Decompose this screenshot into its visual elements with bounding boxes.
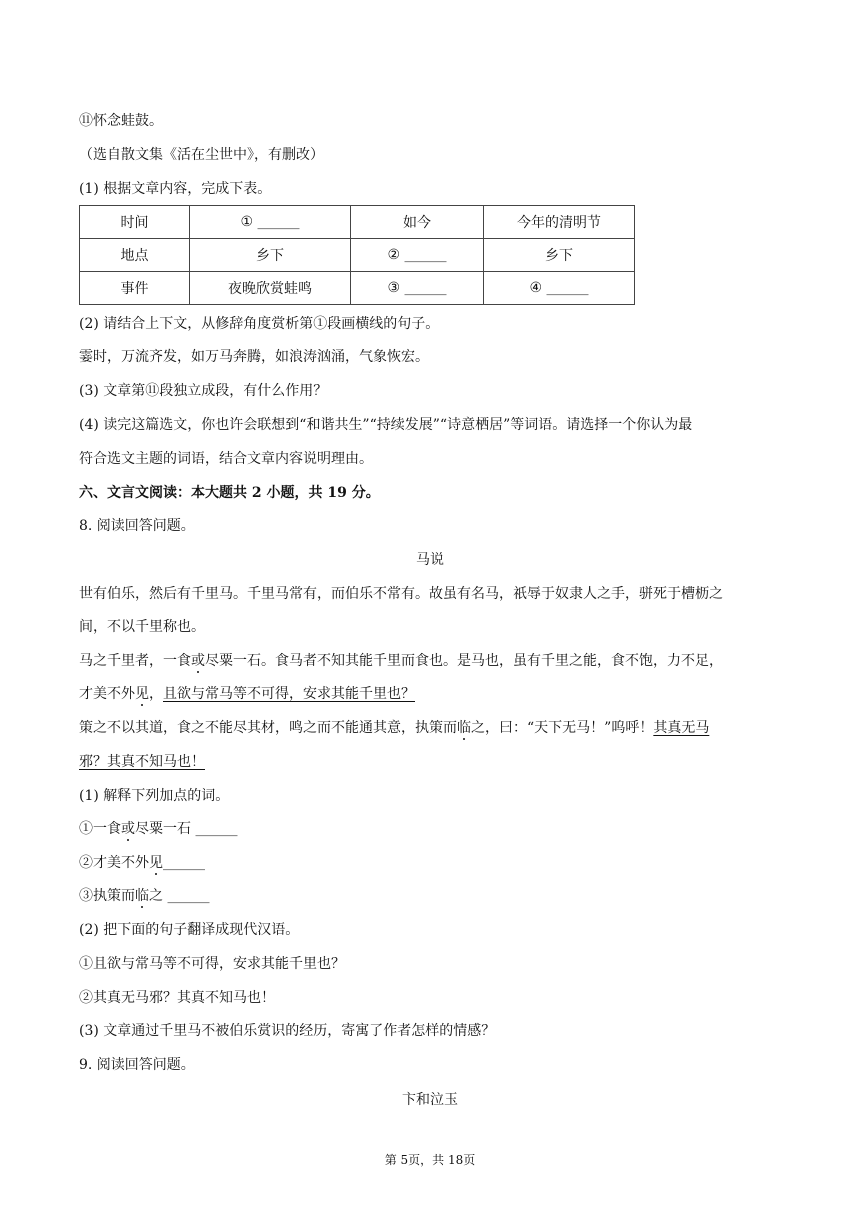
passage-title: 卞和泣玉 bbox=[402, 1092, 458, 1108]
question-8-2: (2) 把下面的句子翻译成现代汉语。 bbox=[79, 922, 300, 938]
text-run: ①一食 bbox=[79, 821, 121, 837]
question-8-1: (1) 解释下列加点的词。 bbox=[79, 788, 230, 804]
underlined-sentence: 且欲与常马等不可得，安求其能千里也？ bbox=[163, 686, 415, 702]
text-run: ③执策而 bbox=[79, 888, 135, 904]
question-7-4-line1: (4) 读完这篇选文，你也许会联想到“和谐共生”“持续发展”“诗意栖居”等词语。请选择一个你认为最 bbox=[79, 417, 693, 433]
passage-line: 世有伯乐，然后有千里马。千里马常有，而伯乐不常有。故虽有名马，祇辱于奴隶人之手，骈死于槽枥之 bbox=[79, 586, 723, 602]
table-cell: 乡下 bbox=[484, 239, 635, 272]
table-cell: 时间 bbox=[80, 206, 190, 239]
text-run: ， bbox=[149, 686, 163, 702]
table-cell: 今年的清明节 bbox=[484, 206, 635, 239]
dotted-word: 见 bbox=[135, 686, 149, 702]
question-8: 8. 阅读回答问题。 bbox=[79, 518, 195, 534]
word-item bbox=[79, 886, 209, 906]
text-run: 之，曰：“天下无马！”呜呼！ bbox=[471, 720, 654, 736]
underlined-sentence: 邪？其真不知马也！ bbox=[79, 754, 205, 770]
table-row bbox=[80, 206, 635, 239]
table-row bbox=[80, 239, 635, 272]
text-run: ______ bbox=[163, 855, 205, 871]
dotted-word: 临 bbox=[135, 888, 149, 904]
paragraph-11: ⑪怀念蛙鼓。 bbox=[79, 113, 163, 129]
question-8-3: (3) 文章通过千里马不被伯乐赏识的经历，寄寓了作者怎样的情感？ bbox=[79, 1023, 496, 1039]
text-run: 才美不外 bbox=[79, 686, 135, 702]
page-footer: 第 5页，共 18页 bbox=[384, 1153, 476, 1167]
text-run: 马之千里者，一食 bbox=[79, 653, 191, 669]
question-7-3: (3) 文章第⑪段独立成段，有什么作用？ bbox=[79, 383, 328, 399]
word-item bbox=[79, 819, 237, 839]
table-cell: ② ______ bbox=[351, 239, 484, 272]
underlined-sentence: 其真无马 bbox=[653, 720, 710, 736]
table-cell: 乡下 bbox=[190, 239, 351, 272]
passage-line bbox=[79, 718, 709, 738]
dotted-word: 或 bbox=[191, 653, 205, 669]
table-cell: 事件 bbox=[80, 272, 190, 305]
dotted-word: 见 bbox=[149, 855, 163, 871]
passage-title: 马说 bbox=[416, 552, 444, 568]
question-7-2: (2) 请结合上下文，从修辞角度赏析第①段画横线的句子。 bbox=[79, 316, 440, 332]
question-7-4-line2: 符合选文主题的词语，结合文章内容说明理由。 bbox=[79, 451, 373, 467]
table-cell: ① ______ bbox=[190, 206, 351, 239]
passage-line bbox=[79, 684, 415, 704]
table-row bbox=[80, 272, 635, 305]
table-cell: 如今 bbox=[351, 206, 484, 239]
source-note: （选自散文集《活在尘世中》，有删改） bbox=[79, 147, 324, 163]
text-run: 之 ______ bbox=[149, 888, 210, 904]
passage-line: 间，不以千里称也。 bbox=[79, 619, 205, 635]
table-cell: ④ ______ bbox=[484, 272, 635, 305]
question-7-1: (1) 根据文章内容，完成下表。 bbox=[79, 181, 272, 197]
text-run: ②才美不外 bbox=[79, 855, 149, 871]
dotted-word: 临 bbox=[457, 720, 471, 736]
word-item bbox=[79, 853, 205, 873]
text-run: 策之不以其道，食之不能尽其材，鸣之而不能通其意，执策而 bbox=[79, 720, 457, 736]
section-heading: 六、文言文阅读：本大题共 2 小题，共 19 分。 bbox=[79, 485, 380, 501]
text-run: 尽粟一石 ______ bbox=[135, 821, 238, 837]
question-9: 9. 阅读回答问题。 bbox=[79, 1057, 195, 1073]
passage-line bbox=[79, 752, 205, 772]
text-run: 尽粟一石。食马者不知其能千里而食也。是马也，虽有千里之能，食不饱，力不足， bbox=[205, 653, 723, 669]
dotted-word: 或 bbox=[121, 821, 135, 837]
table-cell: ③ ______ bbox=[351, 272, 484, 305]
table-cell: 地点 bbox=[80, 239, 190, 272]
translate-item: ①且欲与常马等不可得，安求其能千里也？ bbox=[79, 956, 345, 972]
passage-line bbox=[79, 651, 723, 671]
answer-table bbox=[79, 205, 635, 305]
table-cell: 夜晚欣赏蛙鸣 bbox=[190, 272, 351, 305]
quoted-sentence: 霎时，万流齐发，如万马奔腾，如浪涛汹涌，气象恢宏。 bbox=[79, 349, 429, 365]
translate-item: ②其真无马邪？其真不知马也！ bbox=[79, 990, 275, 1006]
